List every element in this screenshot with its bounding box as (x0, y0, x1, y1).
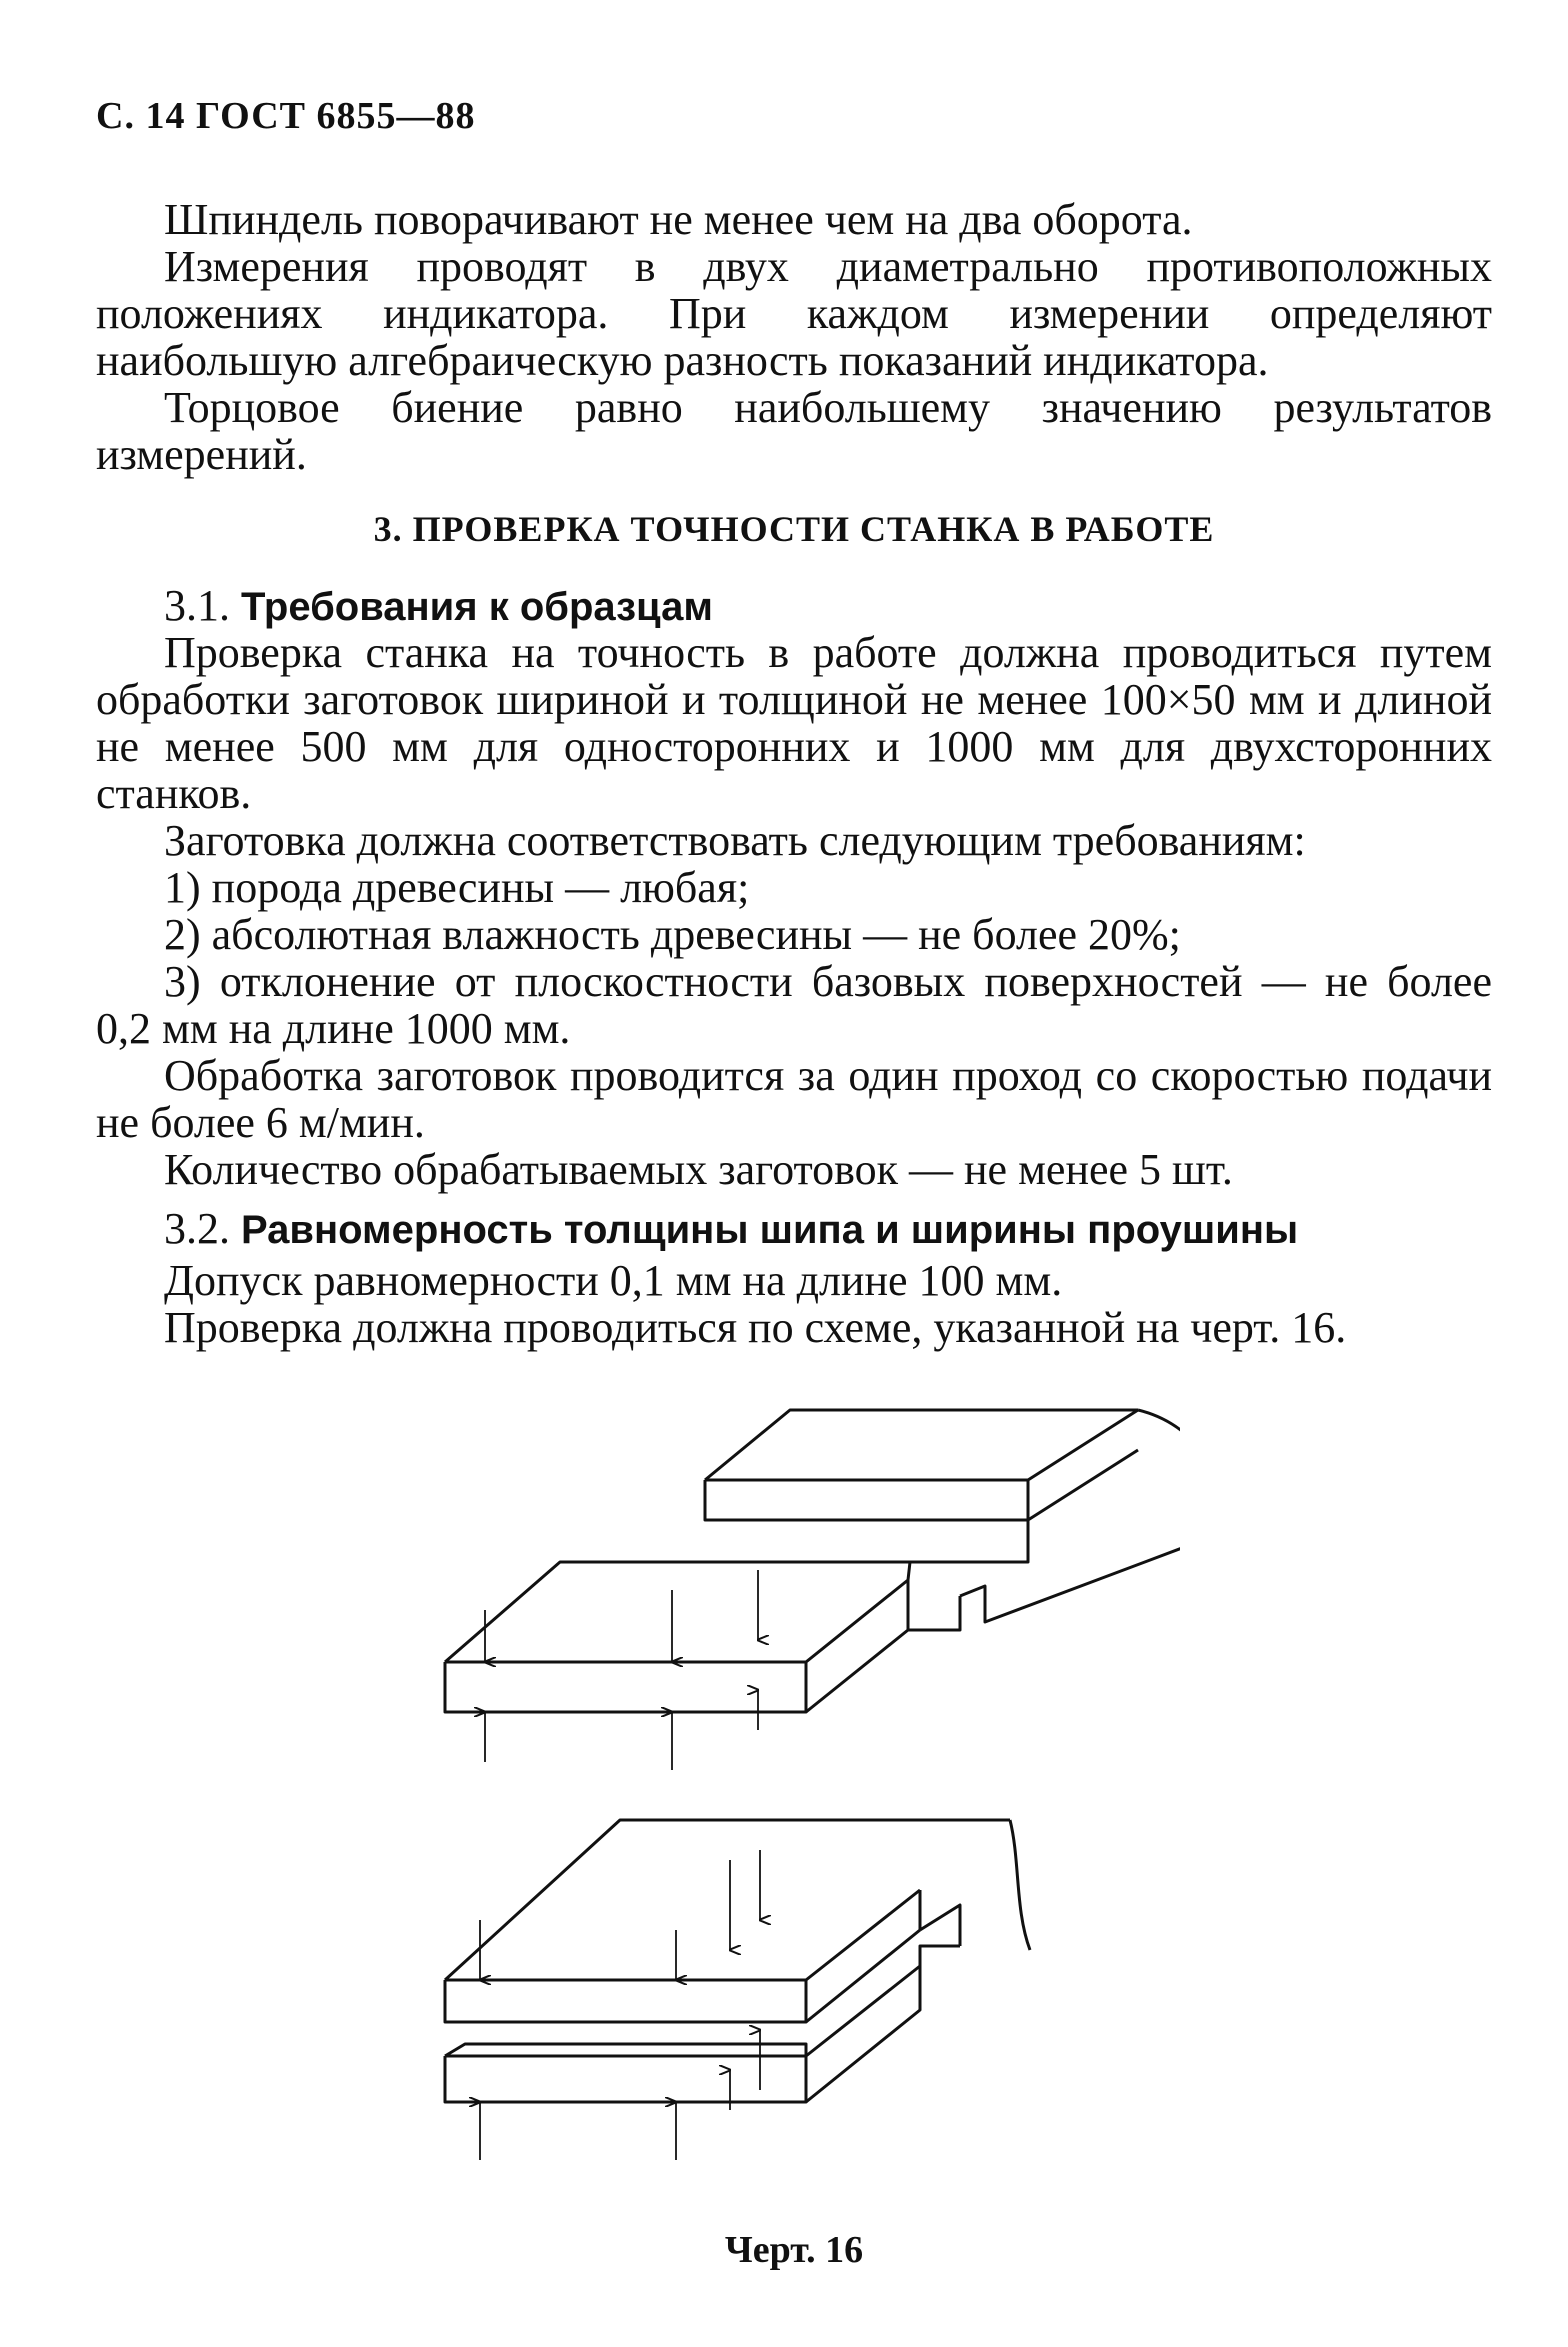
drawing-svg (420, 1390, 1180, 2190)
list-item-humidity: 2) абсолютная влажность древесины — не более 20%; (164, 910, 1181, 959)
subsection-3-2-heading (164, 1205, 1298, 1254)
subsection-number: 3.2. (164, 1204, 230, 1253)
paragraph-measurements: Измерения проводят в двух диаметрально противоположных положениях индикатора. При каждом измерении определяют наибольшую алгебраическую разность показаний индикатора. (96, 242, 1492, 385)
section-title: 3. ПРОВЕРКА ТОЧНОСТИ СТАНКА В РАБОТЕ (373, 509, 1215, 549)
paragraph-processing: Обработка заготовок проводится за один проход со скоростью подачи не более 6 м/мин. (96, 1051, 1492, 1147)
paragraph-scheme-reference: Проверка должна проводиться по схеме, указанной на черт. 16. (164, 1303, 1347, 1352)
paragraph-accuracy-check: Проверка станка на точность в работе должна проводиться путем обработки заготовок шириной и толщиной не менее 100×50 мм и длиной не менее 500 мм для односторонних и 1000 мм для двухсторонних станков. (96, 628, 1492, 818)
upper-workpiece-tenon (445, 1410, 1180, 1712)
list-item-flatness: 3) отклонение от плоскостности базовых поверхностей — не более 0,2 мм на длине 1000 мм. (96, 957, 1492, 1053)
subsection-title: Требования к образцам (241, 585, 713, 629)
lower-workpiece-groove (445, 1820, 1030, 2102)
list-item-wood-species: 1) порода древесины — любая; (164, 863, 750, 912)
paragraph-spindle: Шпиндель поворачивают не менее чем на два оборота. (164, 195, 1193, 244)
technical-drawing (420, 1390, 1180, 2190)
figure-caption: Черт. 16 (724, 2229, 864, 2271)
paragraph-tolerance: Допуск равномерности 0,1 мм на длине 100 мм. (164, 1256, 1063, 1305)
subsection-title: Равномерность толщины шипа и ширины проушины (241, 1208, 1299, 1252)
subsection-3-1-heading (164, 582, 713, 631)
page-header: С. 14 ГОСТ 6855—88 (96, 95, 476, 137)
paragraph-runout: Торцовое биение равно наибольшему значению результатов измерений. (96, 383, 1492, 479)
paragraph-requirements: Заготовка должна соответствовать следующим требованиям: (164, 816, 1306, 865)
measurement-arrows (480, 1570, 760, 2160)
paragraph-quantity: Количество обрабатываемых заготовок — не менее 5 шт. (164, 1145, 1233, 1194)
subsection-number: 3.1. (164, 581, 230, 630)
